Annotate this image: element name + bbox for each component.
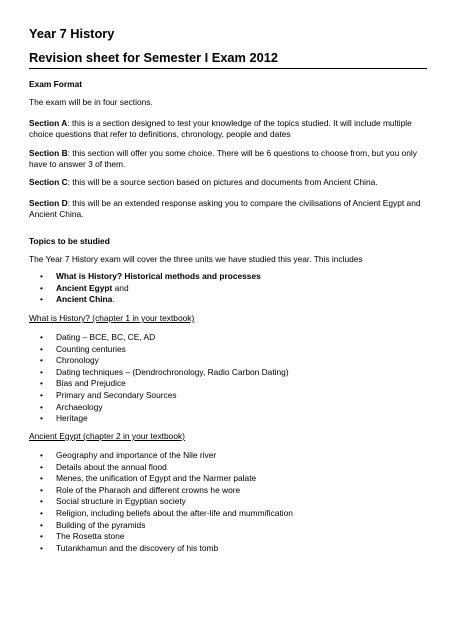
bullet-icon: • <box>40 332 43 342</box>
section-b-paragraph <box>29 148 427 169</box>
history-unit-heading: What is History? (chapter 1 in your textbook) <box>29 313 195 323</box>
section-a-text: : this is a section designed to test your knowledge of the topics studied. It will include multiple choice questions that refer to definitions, chronology, people and dates <box>29 118 412 139</box>
unit-name: What is History? Historical methods and processes <box>56 271 261 281</box>
bullet-icon: • <box>40 413 43 424</box>
topic-text: Dating – BCE, BC, CE, AD <box>56 332 156 342</box>
topic-text: Geography and importance of the Nile river <box>56 450 217 460</box>
topic-text: Social structure in Egyptian society <box>56 496 186 507</box>
bullet-icon: • <box>40 389 43 400</box>
section-a-paragraph <box>29 118 427 139</box>
bullet-icon: • <box>40 484 43 495</box>
bullet-icon: • <box>40 282 43 293</box>
bullet-icon: • <box>40 507 43 518</box>
unit-suffix: . <box>112 294 115 305</box>
bullet-icon: • <box>40 343 43 354</box>
section-c-paragraph <box>29 177 427 188</box>
exam-format-heading: Exam Format <box>29 79 83 89</box>
list-item <box>38 450 427 462</box>
topic-text: Role of the Pharaoh and different crowns he wore <box>56 484 241 495</box>
unit-name: Ancient Egypt <box>56 282 113 293</box>
section-c-label: Section C <box>29 177 68 187</box>
list-item <box>38 531 427 543</box>
topic-text: Menes, the unification of Egypt and the Narmer palate <box>56 473 257 484</box>
bullet-icon: • <box>40 496 43 507</box>
topic-text: Bias and Prejudice <box>56 378 126 389</box>
topic-text: Archaeology <box>56 401 103 412</box>
section-d-paragraph <box>29 198 427 219</box>
bullet-icon: • <box>40 542 43 553</box>
section-a-label: Section A <box>29 118 68 128</box>
list-item <box>38 543 427 555</box>
list-item <box>38 485 427 497</box>
section-b-text: : this section will offer you some choice. There will be 6 questions to choose from, but you only have to answer 3 of them. <box>29 148 417 169</box>
unit-name: Ancient China <box>56 294 113 305</box>
list-item <box>38 378 427 390</box>
list-item <box>38 332 427 344</box>
list-item <box>38 402 427 414</box>
title-divider <box>29 68 427 69</box>
list-item <box>38 508 427 520</box>
units-list <box>38 271 427 306</box>
topic-text: The Rosetta stone <box>56 531 125 542</box>
list-item <box>38 283 427 295</box>
list-item <box>38 355 427 367</box>
unit-suffix: and <box>112 282 129 293</box>
list-item <box>38 413 427 425</box>
topic-text: Counting centuries <box>56 343 126 354</box>
topics-intro: The Year 7 History exam will cover the three units we have studied this year. This includes <box>29 254 363 264</box>
exam-format-intro: The exam will be in four sections. <box>29 97 153 107</box>
page-subtitle: Revision sheet for Semester I Exam 2012 <box>29 50 278 65</box>
list-item <box>38 294 427 306</box>
bullet-icon: • <box>40 366 43 377</box>
bullet-icon: • <box>40 294 43 305</box>
bullet-icon: • <box>40 378 43 389</box>
topic-text: Religion, including beliefs about the after-life and mummification <box>56 507 293 518</box>
list-item <box>38 271 427 283</box>
topic-text: Primary and Secondary Sources <box>56 389 177 400</box>
topic-text: Heritage <box>56 413 88 424</box>
list-item <box>38 520 427 532</box>
list-item <box>38 496 427 508</box>
list-item <box>38 462 427 474</box>
list-item <box>38 390 427 402</box>
list-item <box>38 473 427 485</box>
page-title: Year 7 History <box>29 26 115 41</box>
topic-text: Chronology <box>56 355 99 366</box>
bullet-icon: • <box>40 531 43 542</box>
topic-text: Dating techniques – (Dendrochronology, Radio Carbon Dating) <box>56 366 289 377</box>
bullet-icon: • <box>40 355 43 366</box>
topic-text: Details about the annual flood <box>56 461 167 472</box>
bullet-icon: • <box>40 450 43 460</box>
topics-heading: Topics to be studied <box>29 236 110 246</box>
bullet-icon: • <box>40 461 43 472</box>
section-d-text: : this will be an extended response asking you to compare the civilisations of Ancient Egypt and Ancient China. <box>29 198 421 219</box>
bullet-icon: • <box>40 519 43 530</box>
egypt-topics-list <box>38 450 427 554</box>
topic-text: Tutankhamun and the discovery of his tomb <box>56 542 219 553</box>
bullet-icon: • <box>40 473 43 484</box>
section-c-text: : this will be a source section based on pictures and documents from Ancient China. <box>67 177 378 187</box>
section-b-label: Section B <box>29 148 68 158</box>
topic-text: Building of the pyramids <box>56 519 146 530</box>
list-item <box>38 344 427 356</box>
history-topics-list <box>38 332 427 425</box>
bullet-icon: • <box>40 401 43 412</box>
section-d-label: Section D <box>29 198 68 208</box>
list-item <box>38 367 427 379</box>
egypt-unit-heading: Ancient Egypt (chapter 2 in your textbook) <box>29 431 185 441</box>
bullet-icon: • <box>40 271 43 281</box>
